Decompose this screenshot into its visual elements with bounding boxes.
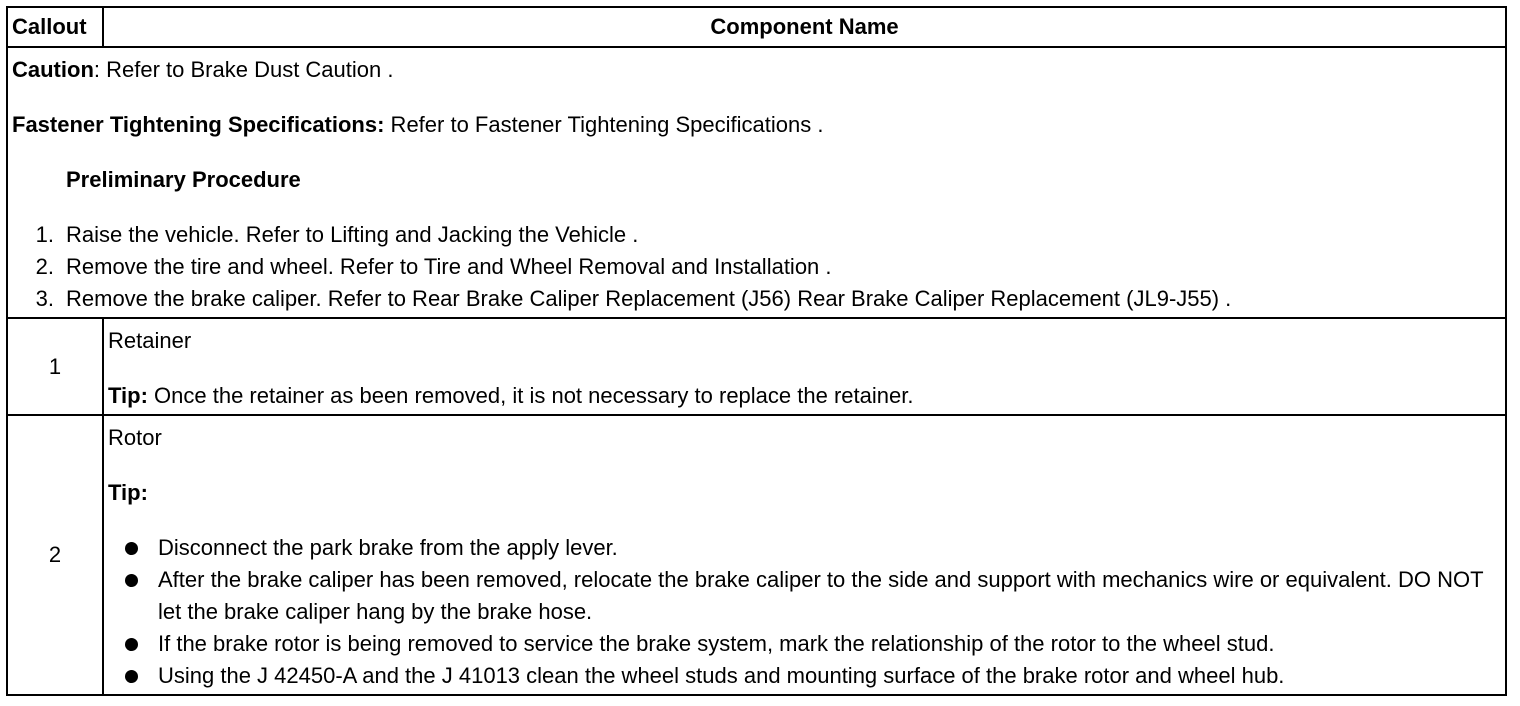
caution-line <box>12 54 1501 86</box>
bullet-icon <box>108 564 158 628</box>
procedure-table <box>6 6 1507 696</box>
tip-text: Once the retainer as been removed, it is not necessary to replace the retainer. <box>147 383 914 408</box>
callout-header: Callout <box>7 7 103 47</box>
bullet-text: Disconnect the park brake from the apply lever. <box>158 535 618 560</box>
step-text: Remove the tire and wheel. Refer to Tire and Wheel Removal and Installation . <box>66 254 832 279</box>
list-item <box>12 251 1501 283</box>
intro-row <box>7 47 1506 318</box>
list-item <box>108 564 1501 628</box>
step-number: 1. <box>35 222 54 247</box>
step-number: 3. <box>35 286 54 311</box>
bullet-text: If the brake rotor is being removed to service the brake system, mark the relationship of the rotor to the wheel stud. <box>158 631 1275 656</box>
caution-label: Caution <box>12 57 94 82</box>
preliminary-procedure-title: Preliminary Procedure <box>66 167 301 192</box>
table-row <box>7 415 1506 695</box>
component-cell <box>103 415 1506 695</box>
tip-label: Tip: <box>108 383 148 408</box>
bullet-text: Using the J 42450-A and the J 41013 clean the wheel studs and mounting surface of the brake rotor and wheel hub. <box>158 663 1285 688</box>
table-row <box>7 318 1506 415</box>
component-cell <box>103 318 1506 415</box>
fastener-line <box>12 109 1501 141</box>
bullet-icon <box>108 532 158 564</box>
header-row <box>7 7 1506 47</box>
list-item <box>12 283 1501 315</box>
tip-label: Tip: <box>108 480 148 505</box>
caution-text: : Refer to Brake Dust Caution . <box>93 57 394 82</box>
tip-bullets <box>108 532 1501 692</box>
list-item <box>108 532 1501 564</box>
bullet-text: After the brake caliper has been removed, relocate the brake caliper to the side and support with mechanics wire or equivalent. DO NOT let the brake caliper hang by the brake hose. <box>158 567 1484 624</box>
bullet-icon <box>108 660 158 692</box>
fastener-text: Refer to Fastener Tightening Specifications . <box>384 112 824 137</box>
list-item <box>108 660 1501 692</box>
component-name: Retainer <box>108 328 192 353</box>
step-number: 2. <box>35 254 54 279</box>
bullet-icon <box>108 628 158 660</box>
component-name: Rotor <box>108 425 162 450</box>
list-item <box>108 628 1501 660</box>
callout-number: 2 <box>7 415 103 695</box>
callout-number: 1 <box>7 318 103 415</box>
step-text: Raise the vehicle. Refer to Lifting and Jacking the Vehicle . <box>66 222 639 247</box>
preliminary-steps <box>12 219 1501 315</box>
component-name-header: Component Name <box>103 7 1506 47</box>
intro-cell <box>7 47 1506 318</box>
step-text: Remove the brake caliper. Refer to Rear Brake Caliper Replacement (J56) Rear Brake Caliper Replacement (JL9-J55) . <box>66 286 1232 311</box>
tip-line <box>108 380 1501 412</box>
list-item <box>12 219 1501 251</box>
fastener-label: Fastener Tightening Specifications: <box>12 112 385 137</box>
